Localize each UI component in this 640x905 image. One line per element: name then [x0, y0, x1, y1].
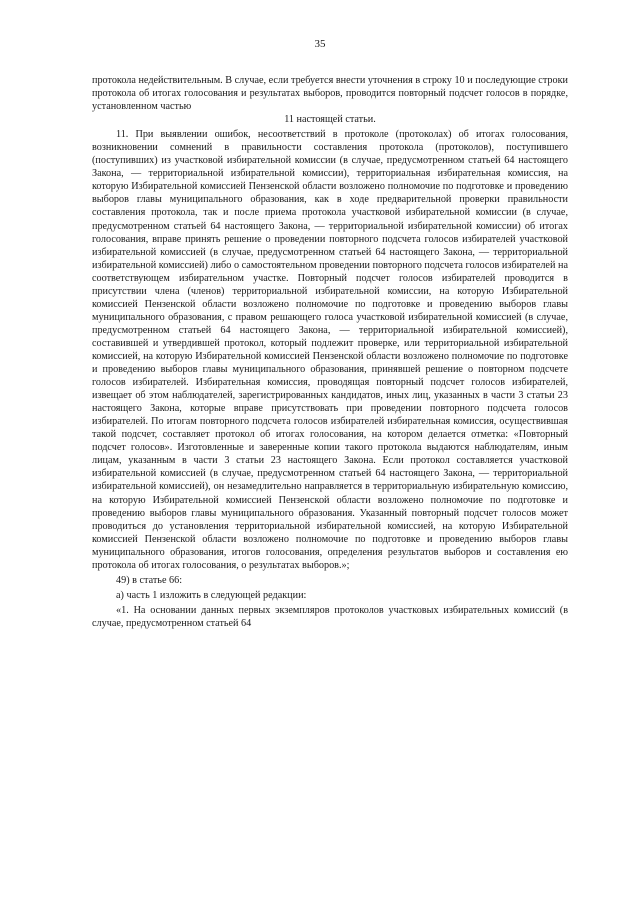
paragraph-continuation — [92, 74, 568, 113]
paragraph-part-11: 11. При выявлении ошибок, несоответствий в протоколе (протоколах) об итогах голосования, возникновении сомнений в правильности составления протокола (протоколов), поступившего (поступивших) из участковой избирательной комиссии (в случае, предусмотренном статьей 64 настоящего Закона, — территориальной избирательной комиссии), территориальная избирательная комиссия, на которую Избирательной комиссией Пензенской области возложено полномочие по подготовке и проведению выборов главы муниципального образования, как в ходе предварительной проверки правильности составления протокола, так и после приема протокола участковой избирательной комиссии (в случае, предусмотренном статьей 64 настоящего Закона, — территориальной избирательной комиссии) об итогах голосования, вправе принять решение о проведении повторного подсчета голосов избирателей участковой избирательной комиссией (в случае, предусмотренном статьей 64 настоящего Закона, — территориальной избирательной комиссией) либо о самостоятельном проведении повторного подсчета голосов избирателей на соответствующем избирательном участке. Повторный подсчет голосов избирателей проводится в присутствии члена (членов) территориальной избирательной комиссии, на которую Избирательной комиссией Пензенской области возложено полномочие по подготовке и проведению выборов главы муниципального образования, с правом решающего голоса участковой избирательной комиссией (в случае, предусмотренном статьей 64 настоящего Закона, — территориальной избирательной комиссией), составившей и утвердившей протокол, который подлежит проверке, или территориальной избирательной комиссией, на которую Избирательной комиссией Пензенской области возложено полномочие по подготовке и проведению выборов главы муниципального образования, принявшей решение о повторном подсчете голосов избирателей. Избирательная комиссия, проводящая повторный подсчет голосов избирателей, извещает об этом наблюдателей, зарегистрированных кандидатов, иных лиц, указанных в части 3 статьи 23 настоящего Закона, которые вправе присутствовать при проведении повторного подсчета голосов избирателей. По итогам повторного подсчета голосов избирателей избирательная комиссия, осуществившая такой подсчет, составляет протокол об итогах голосования, на котором делается отметка: «Повторный подсчет голосов». Изготовленные и заверенные копии такого протокола выдаются наблюдателям, иным лицам, указанным в части 3 статьи 23 настоящего Закона. Если протокол составляется участковой избирательной комиссией (в случае, предусмотренном статьей 64 настоящего Закона, — территориальной избирательной комиссией), он незамедлительно направляется в территориальную избирательную комиссию, на которую Избирательной комиссией Пензенской области возложено полномочие по подготовке и проведению выборов главы муниципального образования. Указанный повторный подсчет голосов может проводиться до установления территориальной избирательной комиссией, на которую Избирательной комиссией Пензенской области возложено полномочие по подготовке и проведению выборов главы муниципального образования, итогов голосования, определения результатов выборов и составления ею протокола об итогах голосования, о результатах выборов.»; — [92, 129, 568, 571]
paragraph-new-part-1: «1. На основании данных первых экземпляров протоколов участковых избирательных комиссий (в случае, предусмотренном статьей 64 — [92, 604, 568, 629]
paragraph-subitem-a: а) часть 1 изложить в следующей редакции: — [116, 589, 307, 601]
paragraph-continuation-end: 11 настоящей статьи. — [284, 114, 376, 126]
paragraph-text: протокола недействительным. В случае, если требуется внести уточнения в строку 10 и последующие строки протокола об итогах голосования и результатах выборов, проводится повторный подсчет голосов в порядке, установленном частью — [92, 75, 568, 113]
paragraph-item-49: 49) в статье 66: — [116, 574, 183, 586]
page-number: 35 — [314, 38, 326, 50]
document-body — [92, 74, 568, 630]
